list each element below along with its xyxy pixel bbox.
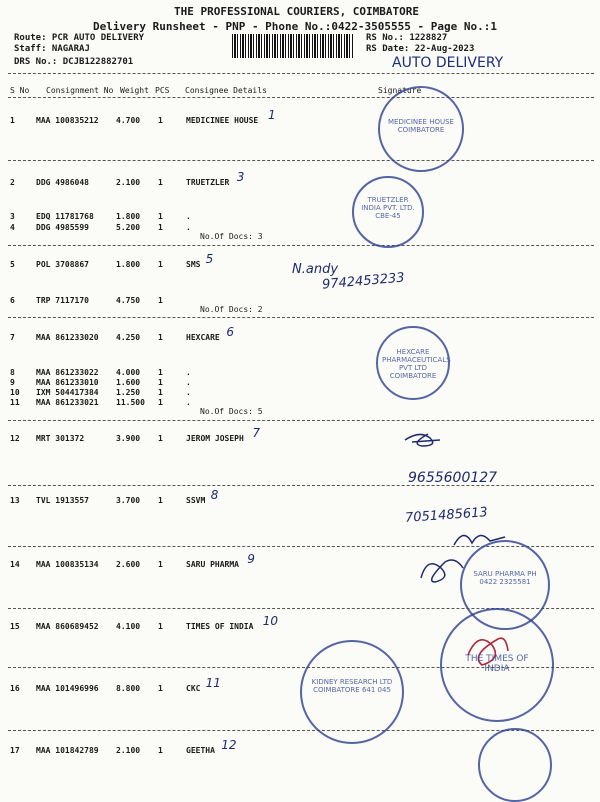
docs-count: No.Of Docs: 3 [200,232,263,241]
stamp-partial [478,728,552,802]
row-pcs: 1 [158,388,163,397]
row-pcs: 1 [158,223,163,232]
divider [8,317,594,318]
row-sno: 3 [10,212,15,221]
row-sno: 11 [10,398,20,407]
row-sno: 4 [10,223,15,232]
row-consignment: MRT 301372 [36,434,85,443]
handwritten-phone: 9742453233 [321,270,406,293]
row-pcs: 1 [158,178,163,187]
handwritten-index: 9 [247,552,255,566]
row-sno: 1 [10,116,15,125]
handwritten-index: 6 [226,325,235,339]
route-label: Route: PCR AUTO DELIVERY [14,33,145,43]
row-sno: 7 [10,333,15,342]
divider [8,420,594,421]
rs-date: RS Date: 22-Aug-2023 [366,44,475,54]
handwritten-index: 8 [210,488,219,502]
handwritten-index: 1 [268,108,276,122]
row-weight: 2.100 [116,746,141,755]
row-pcs: 1 [158,116,163,125]
row-consignment: MAA 100835212 [36,116,99,125]
signature-scribble [400,428,450,452]
docs-count: No.Of Docs: 2 [200,305,263,314]
row-weight: 1.800 [116,212,141,221]
runsheet-subtitle: Delivery Runsheet - PNP - Phone No.:0422-3505555 - Page No.:1 [93,20,497,33]
row-consignment: DDG 4986048 [36,178,89,187]
col-consignment: Consignment No [46,86,114,95]
handwritten-index: 5 [205,252,214,266]
stamp-hexcare: HEXCARE PHARMACEUTICALS PVT LTD COIMBATORE [376,326,450,400]
row-sno: 2 [10,178,15,187]
row-pcs: 1 [158,746,163,755]
handwritten-signature: N.andy [292,262,339,277]
row-weight: 5.200 [116,223,141,232]
row-consignee: . [186,378,191,387]
row-pcs: 1 [158,368,163,377]
row-consignment: MAA 861233010 [36,378,99,387]
row-sno: 5 [10,260,15,269]
rs-no: RS No.: 1228827 [366,33,448,43]
row-weight: 8.800 [116,684,141,693]
row-consignee: . [186,388,191,397]
row-consignment: MAA 860689452 [36,622,99,631]
row-sno: 12 [10,434,20,443]
barcode [232,34,354,58]
row-consignment: MAA 101496996 [36,684,99,693]
row-consignment: DDG 4985599 [36,223,89,232]
row-weight: 3.700 [116,496,141,505]
row-sno: 15 [10,622,20,631]
row-consignment: MAA 861233021 [36,398,99,407]
row-consignee: SARU PHARMA [186,560,239,569]
row-consignment: MAA 861233020 [36,333,99,342]
row-consignment: TVL 1913557 [36,496,89,505]
row-pcs: 1 [158,622,163,631]
docs-count: No.Of Docs: 5 [200,407,263,416]
row-pcs: 1 [158,434,163,443]
row-consignee: . [186,368,191,377]
divider [8,485,594,486]
handwritten-index: 7 [252,426,261,440]
row-consignee: CKC [186,684,201,693]
divider [8,245,594,246]
row-sno: 6 [10,296,15,305]
handwritten-index: 11 [205,676,221,690]
row-pcs: 1 [158,378,163,387]
stamp-saru-pharma: SARU PHARMA PH 0422 2325581 [460,540,550,630]
row-pcs: 1 [158,496,163,505]
row-pcs: 1 [158,212,163,221]
row-consignee: . [186,212,191,221]
divider [8,73,594,74]
handwritten-phone: 9655600127 [408,470,498,486]
row-weight: 4.100 [116,622,141,631]
row-consignee: SMS [186,260,201,269]
row-consignment: MAA 861233022 [36,368,99,377]
handwritten-index: 3 [236,170,245,184]
stamp-medicinee-house: MEDICINEE HOUSE COIMBATORE [378,86,464,172]
col-pcs: PCS [155,86,170,95]
row-sno: 16 [10,684,20,693]
row-weight: 2.600 [116,560,141,569]
col-details: Consignee Details [185,86,267,95]
row-sno: 13 [10,496,20,505]
handwritten-number: 7051485613 [404,505,489,526]
divider [8,97,594,98]
row-consignee: TIMES OF INDIA [186,622,254,631]
row-pcs: 1 [158,260,163,269]
row-sno: 10 [10,388,20,397]
company-title: THE PROFESSIONAL COURIERS, COIMBATORE [174,5,420,18]
row-weight: 4.700 [116,116,141,125]
handwritten-index: 12 [221,738,237,752]
row-sno: 14 [10,560,20,569]
row-sno: 17 [10,746,20,755]
row-sno: 9 [10,378,15,387]
stamp-truetzler: TRUETZLER INDIA PVT. LTD. CBE-45 [352,176,424,248]
row-consignee: TRUETZLER [186,178,230,187]
handwritten-index: 10 [262,614,279,628]
row-consignee: . [186,398,191,407]
staff-label: Staff: NAGARAJ [14,44,90,54]
row-consignee: GEETHA [186,746,215,755]
row-pcs: 1 [158,684,163,693]
row-consignee: HEXCARE [186,333,220,342]
col-weight: Weight [120,86,149,95]
row-pcs: 1 [158,560,163,569]
row-consignee: JEROM JOSEPH [186,434,244,443]
row-pcs: 1 [158,296,163,305]
row-pcs: 1 [158,398,163,407]
row-consignment: POL 3708867 [36,260,89,269]
stamp-kidney-research: KIDNEY RESEARCH LTD COIMBATORE 641 045 [300,640,404,744]
row-consignee: MEDICINEE HOUSE [186,116,259,125]
col-sno: S No [10,86,30,95]
col-signature: Signature [378,86,422,95]
stamp-times-of-india: THE TIMES OF INDIA [440,608,554,722]
row-weight: 11.500 [116,398,145,407]
auto-delivery-handwritten: AUTO DELIVERY [392,55,504,71]
row-weight: 4.000 [116,368,141,377]
row-weight: 2.100 [116,178,141,187]
row-consignee: SSVM [186,496,206,505]
row-sno: 8 [10,368,15,377]
row-consignment: IXM 504417384 [36,388,99,397]
divider [8,160,594,161]
row-weight: 4.250 [116,333,141,342]
row-consignment: TRP 7117170 [36,296,89,305]
row-consignee: . [186,223,191,232]
row-consignment: MAA 101842789 [36,746,99,755]
row-weight: 1.800 [116,260,141,269]
row-weight: 1.600 [116,378,141,387]
row-consignment: MAA 100835134 [36,560,99,569]
row-weight: 3.900 [116,434,141,443]
row-consignment: EDQ 11781768 [36,212,94,221]
row-weight: 1.250 [116,388,141,397]
row-weight: 4.750 [116,296,141,305]
row-pcs: 1 [158,333,163,342]
drs-label: DRS No.: DCJB122882701 [14,57,134,67]
